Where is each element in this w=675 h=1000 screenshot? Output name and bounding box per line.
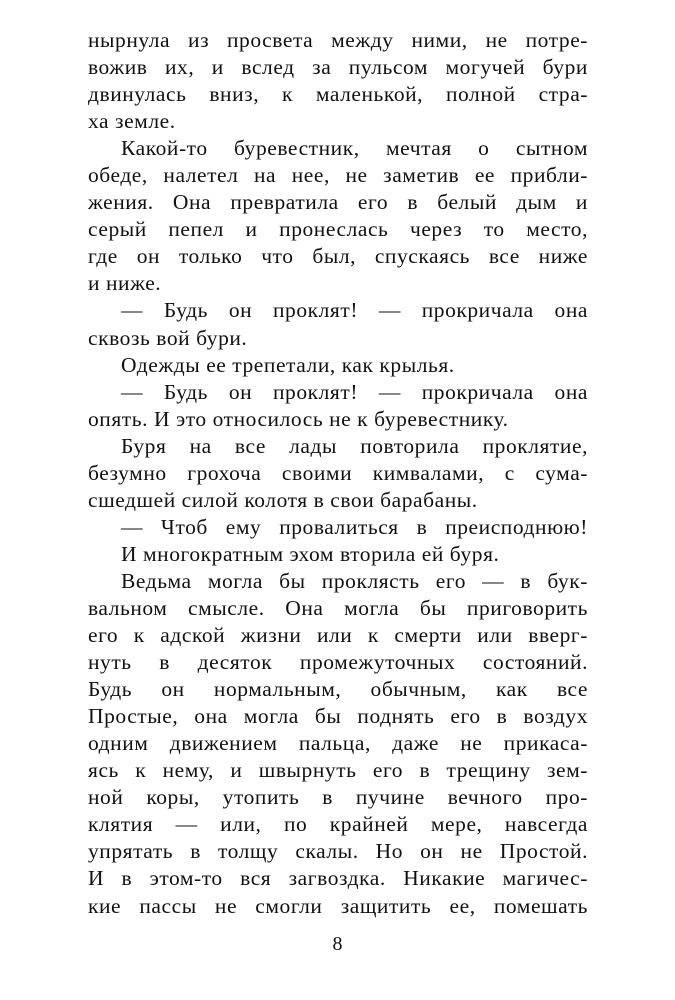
text-line: нуть в десяток промежуточных состояний. [88, 650, 588, 675]
text-line: Простые, она могла бы поднять его в воздух [88, 704, 588, 729]
text-line: — Будь он проклят! — прокричала она [121, 379, 588, 404]
text-line: где он только что был, спускаясь все ниже [88, 244, 588, 269]
text-line: вальном смысле. Она могла бы приговорить [88, 595, 588, 620]
text-line: и ниже. [88, 271, 162, 296]
text-line: Ведьма могла бы проклясть его — в бук- [121, 568, 588, 593]
text-line: И в этом-то вся загвоздка. Никакие магичес- [88, 866, 588, 891]
text-line: жения. Она превратила его в белый дым и [88, 190, 588, 215]
text-line: двинулась вниз, к маленькой, полной стра- [88, 82, 588, 107]
text-line: одним движением пальца, даже не прикаса- [88, 731, 588, 756]
text-line: ясь к нему, и швырнуть его в трещину зем- [88, 758, 588, 783]
text-line: Какой-то буревестник, мечтая о сытном [121, 136, 588, 161]
text-line: серый пепел и пронеслась через то место, [88, 217, 588, 242]
text-line: Будь он нормальным, обычным, как все [88, 677, 588, 702]
text-line: безумно грохоча своими кимвалами, с сума- [88, 460, 588, 485]
text-line: Одежды ее трепетали, как крылья. [121, 352, 455, 377]
body-text [88, 27, 588, 920]
text-line: И многократным эхом вторила ей буря. [121, 541, 500, 566]
text-line: его к адской жизни или к смерти или вверг- [88, 623, 588, 648]
text-line: клятия — или, по крайней мере, навсегда [88, 812, 588, 837]
text-line: — Будь он проклят! — прокричала она [121, 298, 588, 323]
text-line: — Чтоб ему провалиться в преисподнюю! [121, 514, 588, 539]
text-line: ха земле. [88, 109, 176, 134]
text-line: Буря на все лады повторила проклятие, [121, 433, 588, 458]
text-line: кие пассы не смогли защитить ее, помешать [88, 893, 588, 918]
text-line: опять. И это относилось не к буревестнику. [88, 406, 509, 431]
page-number: 8 [332, 933, 343, 955]
text-line: вожив их, и вслед за пульсом могучей бури [88, 55, 588, 80]
text-line: сквозь вой бури. [88, 325, 248, 350]
text-line: ной коры, утопить в пучине вечного про- [88, 785, 588, 810]
text-line: упрятать в толщу скалы. Но он не Простой. [88, 839, 588, 864]
text-line: нырнула из просвета между ними, не потре- [88, 28, 588, 52]
text-line: сшедшей силой колотя в свои барабаны. [88, 487, 478, 512]
text-line: обеде, налетел на нее, не заметив ее прибли- [88, 163, 588, 188]
